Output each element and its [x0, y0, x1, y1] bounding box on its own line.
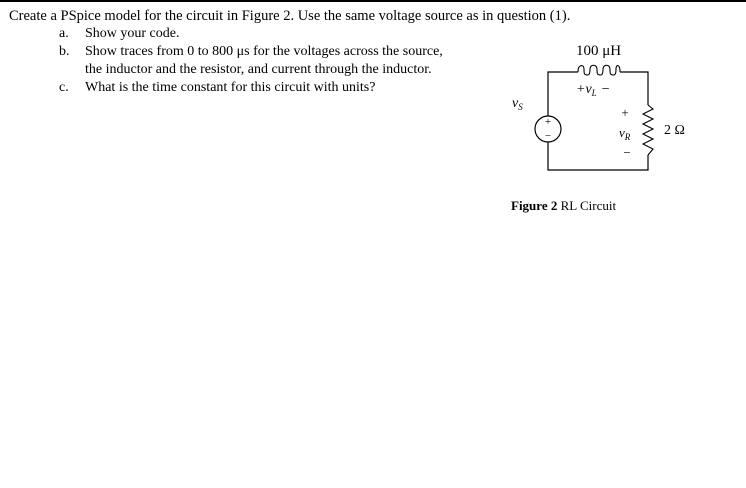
bottom-wire — [548, 134, 648, 170]
source-plus-sign: + — [544, 116, 552, 128]
source-voltage-label: $v_S$ — [512, 96, 523, 112]
resistor-voltage-label: $v_R$ — [619, 125, 631, 142]
page-top-border — [0, 0, 746, 2]
right-top-wire — [620, 72, 648, 105]
resistor-value: 2 Ω — [664, 123, 685, 138]
rl-circuit-diagram — [500, 36, 700, 226]
question-intro: Create a PSpice model for the circuit in Figure 2. Use the same voltage source as in question (1). — [9, 8, 571, 24]
item-c-text: What is the time constant for this circuit with units? — [85, 80, 376, 95]
inductor-value: 100 μH — [576, 43, 622, 59]
figure-caption: Figure 2 RL Circuit — [511, 198, 617, 213]
inductor-voltage-label: $+v_L$ − — [576, 82, 610, 98]
inductor-symbol — [578, 65, 620, 75]
source-minus-sign: − — [544, 130, 552, 142]
item-marker-a: a. — [59, 26, 69, 41]
resistor-symbol — [643, 105, 653, 155]
resistor-minus-sign: − — [623, 145, 631, 160]
item-a-text: Show your code. — [85, 26, 180, 41]
item-marker-c: c. — [59, 80, 69, 95]
item-b-text: Show traces from 0 to 800 μs for the voltages across the source, — [85, 44, 443, 59]
item-b-text-continued: the inductor and the resistor, and current through the inductor. — [85, 62, 432, 77]
resistor-plus-sign: + — [621, 105, 629, 120]
item-marker-b: b. — [59, 44, 70, 59]
